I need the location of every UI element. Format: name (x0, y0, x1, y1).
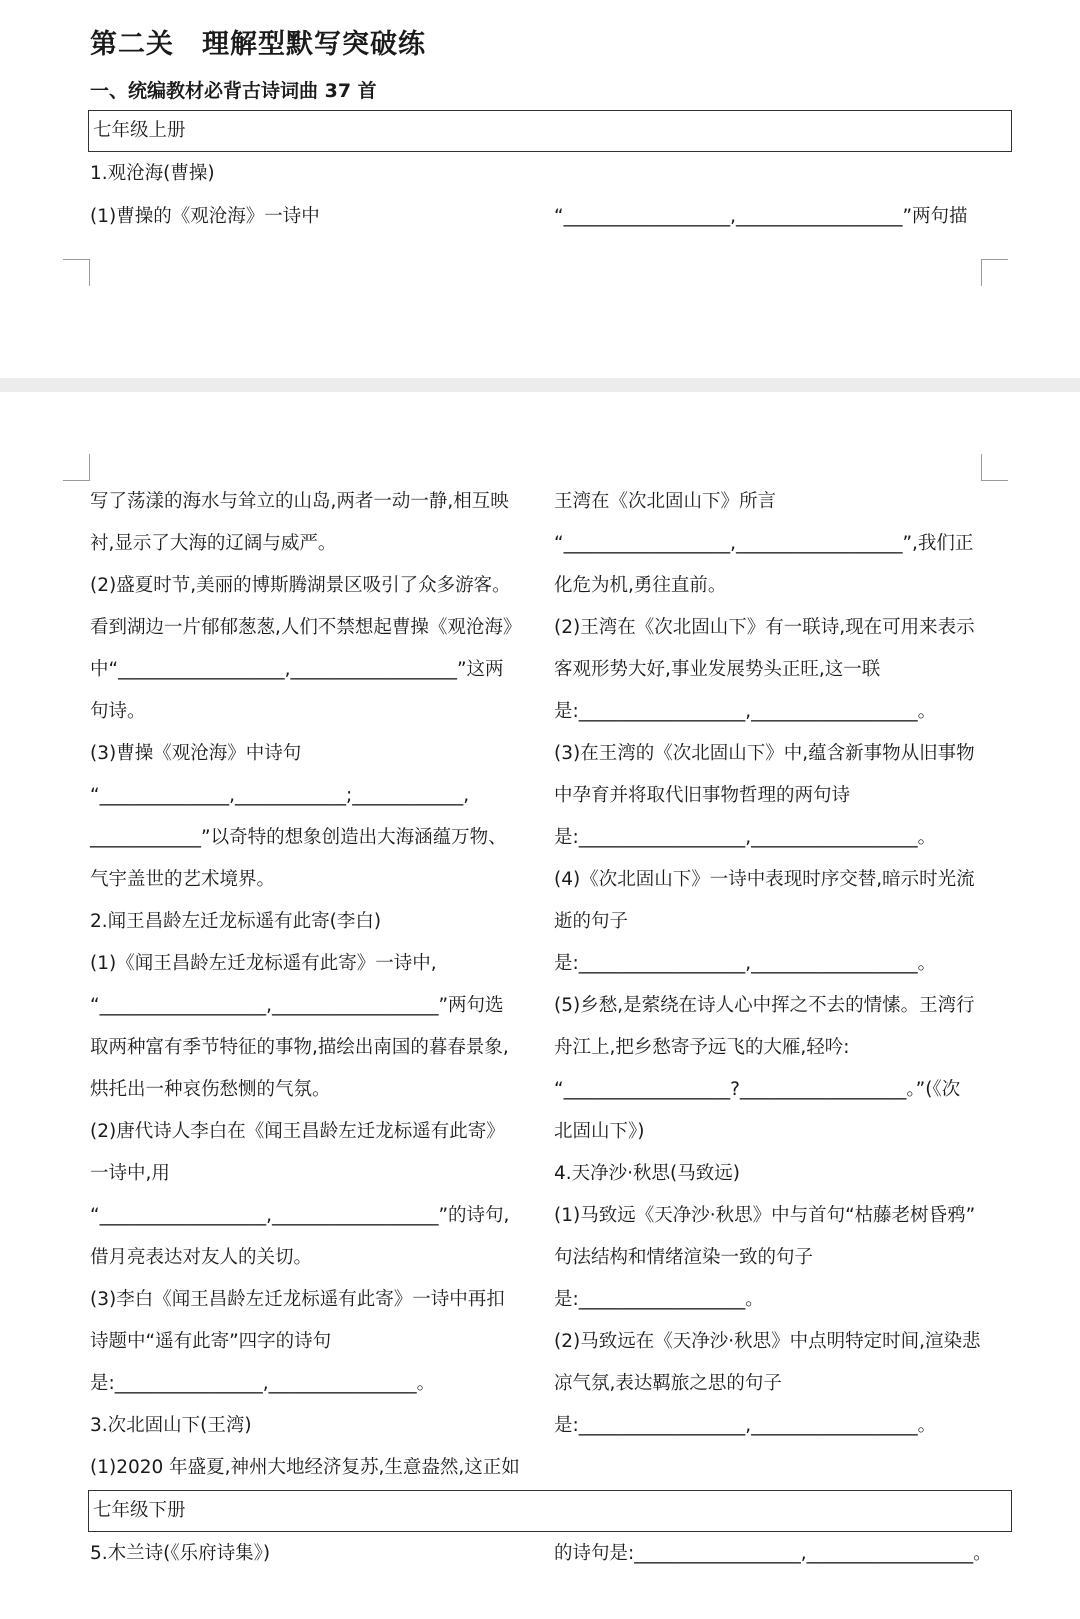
left-column-line: (3)曹操《观沧海》中诗句 (90, 743, 302, 764)
left-column-line: “__________________,__________________”的诗句, (90, 1205, 510, 1226)
poem-heading-1: 1.观沧海(曹操) (90, 163, 215, 184)
left-column-line: 是:________________,________________。 (90, 1373, 436, 1394)
left-column-line: 一诗中,用 (90, 1163, 170, 1184)
left-column-line: 借月亮表达对友人的关切。 (90, 1247, 313, 1268)
right-column-line: (4)《次北固山下》一诗中表现时序交替,暗示时光流 (554, 869, 975, 890)
grade-box-7-vol2: 七年级下册 (88, 1490, 1012, 1532)
right-column-line: 客观形势大好,事业发展势头正旺,这一联 (554, 659, 881, 680)
page-corner-mark (63, 454, 90, 481)
left-column-line: ____________”以奇特的想象创造出大海涵蕴万物、 (90, 827, 507, 848)
left-column-line: 句诗。 (90, 701, 146, 722)
right-column-line: 是:__________________,__________________。 (554, 1415, 937, 1436)
left-column-line: 诗题中“遥有此寄”四字的诗句 (90, 1331, 332, 1352)
poem-heading-5: 5.木兰诗(《乐府诗集》) (90, 1543, 271, 1564)
right-column-line: 是:__________________。 (554, 1289, 764, 1310)
right-column-line: (5)乡愁,是萦绕在诗人心中挥之不去的情愫。王湾行 (554, 995, 975, 1016)
left-column-line: (2)盛夏时节,美丽的博斯腾湖景区吸引了众多游客。 (90, 575, 511, 596)
left-column-line: “__________________,__________________”两句选 (90, 995, 504, 1016)
right-column-line: 是:__________________,__________________。 (554, 701, 937, 722)
left-column-line: (2)唐代诗人李白在《闻王昌龄左迁龙标遥有此寄》 (90, 1121, 505, 1142)
right-column-line: (2)王湾在《次北固山下》有一联诗,现在可用来表示 (554, 617, 975, 638)
right-column-line: 化危为机,勇往直前。 (554, 575, 727, 596)
right-column-line: 句法结构和情绪渲染一致的句子 (554, 1247, 814, 1268)
question-text: “__________________,__________________”两句描 (554, 206, 968, 227)
page-corner-mark (981, 454, 1008, 481)
right-column-line: 是:__________________,__________________。 (554, 953, 937, 974)
left-column-line: (1)2020 年盛夏,神州大地经济复苏,生意盎然,这正如 (90, 1457, 520, 1478)
left-column-line: “______________,____________;____________, (90, 785, 470, 806)
left-column-line: 取两种富有季节特征的事物,描绘出南国的暮春景象, (90, 1037, 509, 1058)
left-column-line: 写了荡漾的海水与耸立的山岛,两者一动一静,相互映 (90, 491, 509, 512)
grade-box-7-vol1: 七年级上册 (88, 110, 1012, 152)
left-column-line: (3)李白《闻王昌龄左迁龙标遥有此寄》一诗中再扣 (90, 1289, 505, 1310)
right-column-line: (3)在王湾的《次北固山下》中,蕴含新事物从旧事物 (554, 743, 975, 764)
right-column-line: (2)马致远在《天净沙·秋思》中点明特定时间,渲染悲 (554, 1331, 981, 1352)
left-column-line: 2.闻王昌龄左迁龙标遥有此寄(李白) (90, 911, 382, 932)
page-corner-mark (981, 259, 1008, 286)
document-page-2 (0, 392, 1080, 1619)
left-column-line: 衬,显示了大海的辽阔与威严。 (90, 533, 337, 554)
page-corner-mark (63, 259, 90, 286)
right-column-line: 4.天净沙·秋思(马致远) (554, 1163, 740, 1184)
right-column-line: 中孕育并将取代旧事物哲理的两句诗 (554, 785, 851, 806)
page-title: 第二关 理解型默写突破练 (90, 29, 426, 60)
right-column-line: 逝的句子 (554, 911, 629, 932)
question-text: (1)曹操的《观沧海》一诗中 (90, 206, 320, 227)
left-column-line: (1)《闻王昌龄左迁龙标遥有此寄》一诗中, (90, 953, 437, 974)
right-column-line: 舟江上,把乡愁寄予远飞的大雁,轻吟: (554, 1037, 850, 1058)
left-column-line: 3.次北固山下(王湾) (90, 1415, 252, 1436)
right-column-line: 凉气氛,表达羁旅之思的句子 (554, 1373, 782, 1394)
right-column-line: 王湾在《次北固山下》所言 (554, 491, 777, 512)
section-subtitle: 一、统编教材必背古诗词曲 37 首 (90, 80, 377, 102)
right-column-line: (1)马致远《天净沙·秋思》中与首句“枯藤老树昏鸦” (554, 1205, 976, 1226)
left-column-line: 气宇盖世的艺术境界。 (90, 869, 276, 890)
document-page-1 (0, 0, 1080, 378)
left-column-line: 烘托出一种哀伤愁恻的气氛。 (90, 1079, 331, 1100)
left-column-line: 中“__________________,__________________”这两 (90, 659, 504, 680)
right-column-line: “__________________,__________________”,我们正 (554, 533, 974, 554)
right-column-line: 北固山下》) (554, 1121, 645, 1142)
page-gap (0, 378, 1080, 392)
question-text: 的诗句是:__________________,__________________。 (554, 1543, 992, 1564)
left-column-line: 看到湖边一片郁郁葱葱,人们不禁想起曹操《观沧海》 (90, 617, 522, 638)
right-column-line: “__________________?__________________。”(《次 (554, 1079, 961, 1100)
right-column-line: 是:__________________,__________________。 (554, 827, 937, 848)
